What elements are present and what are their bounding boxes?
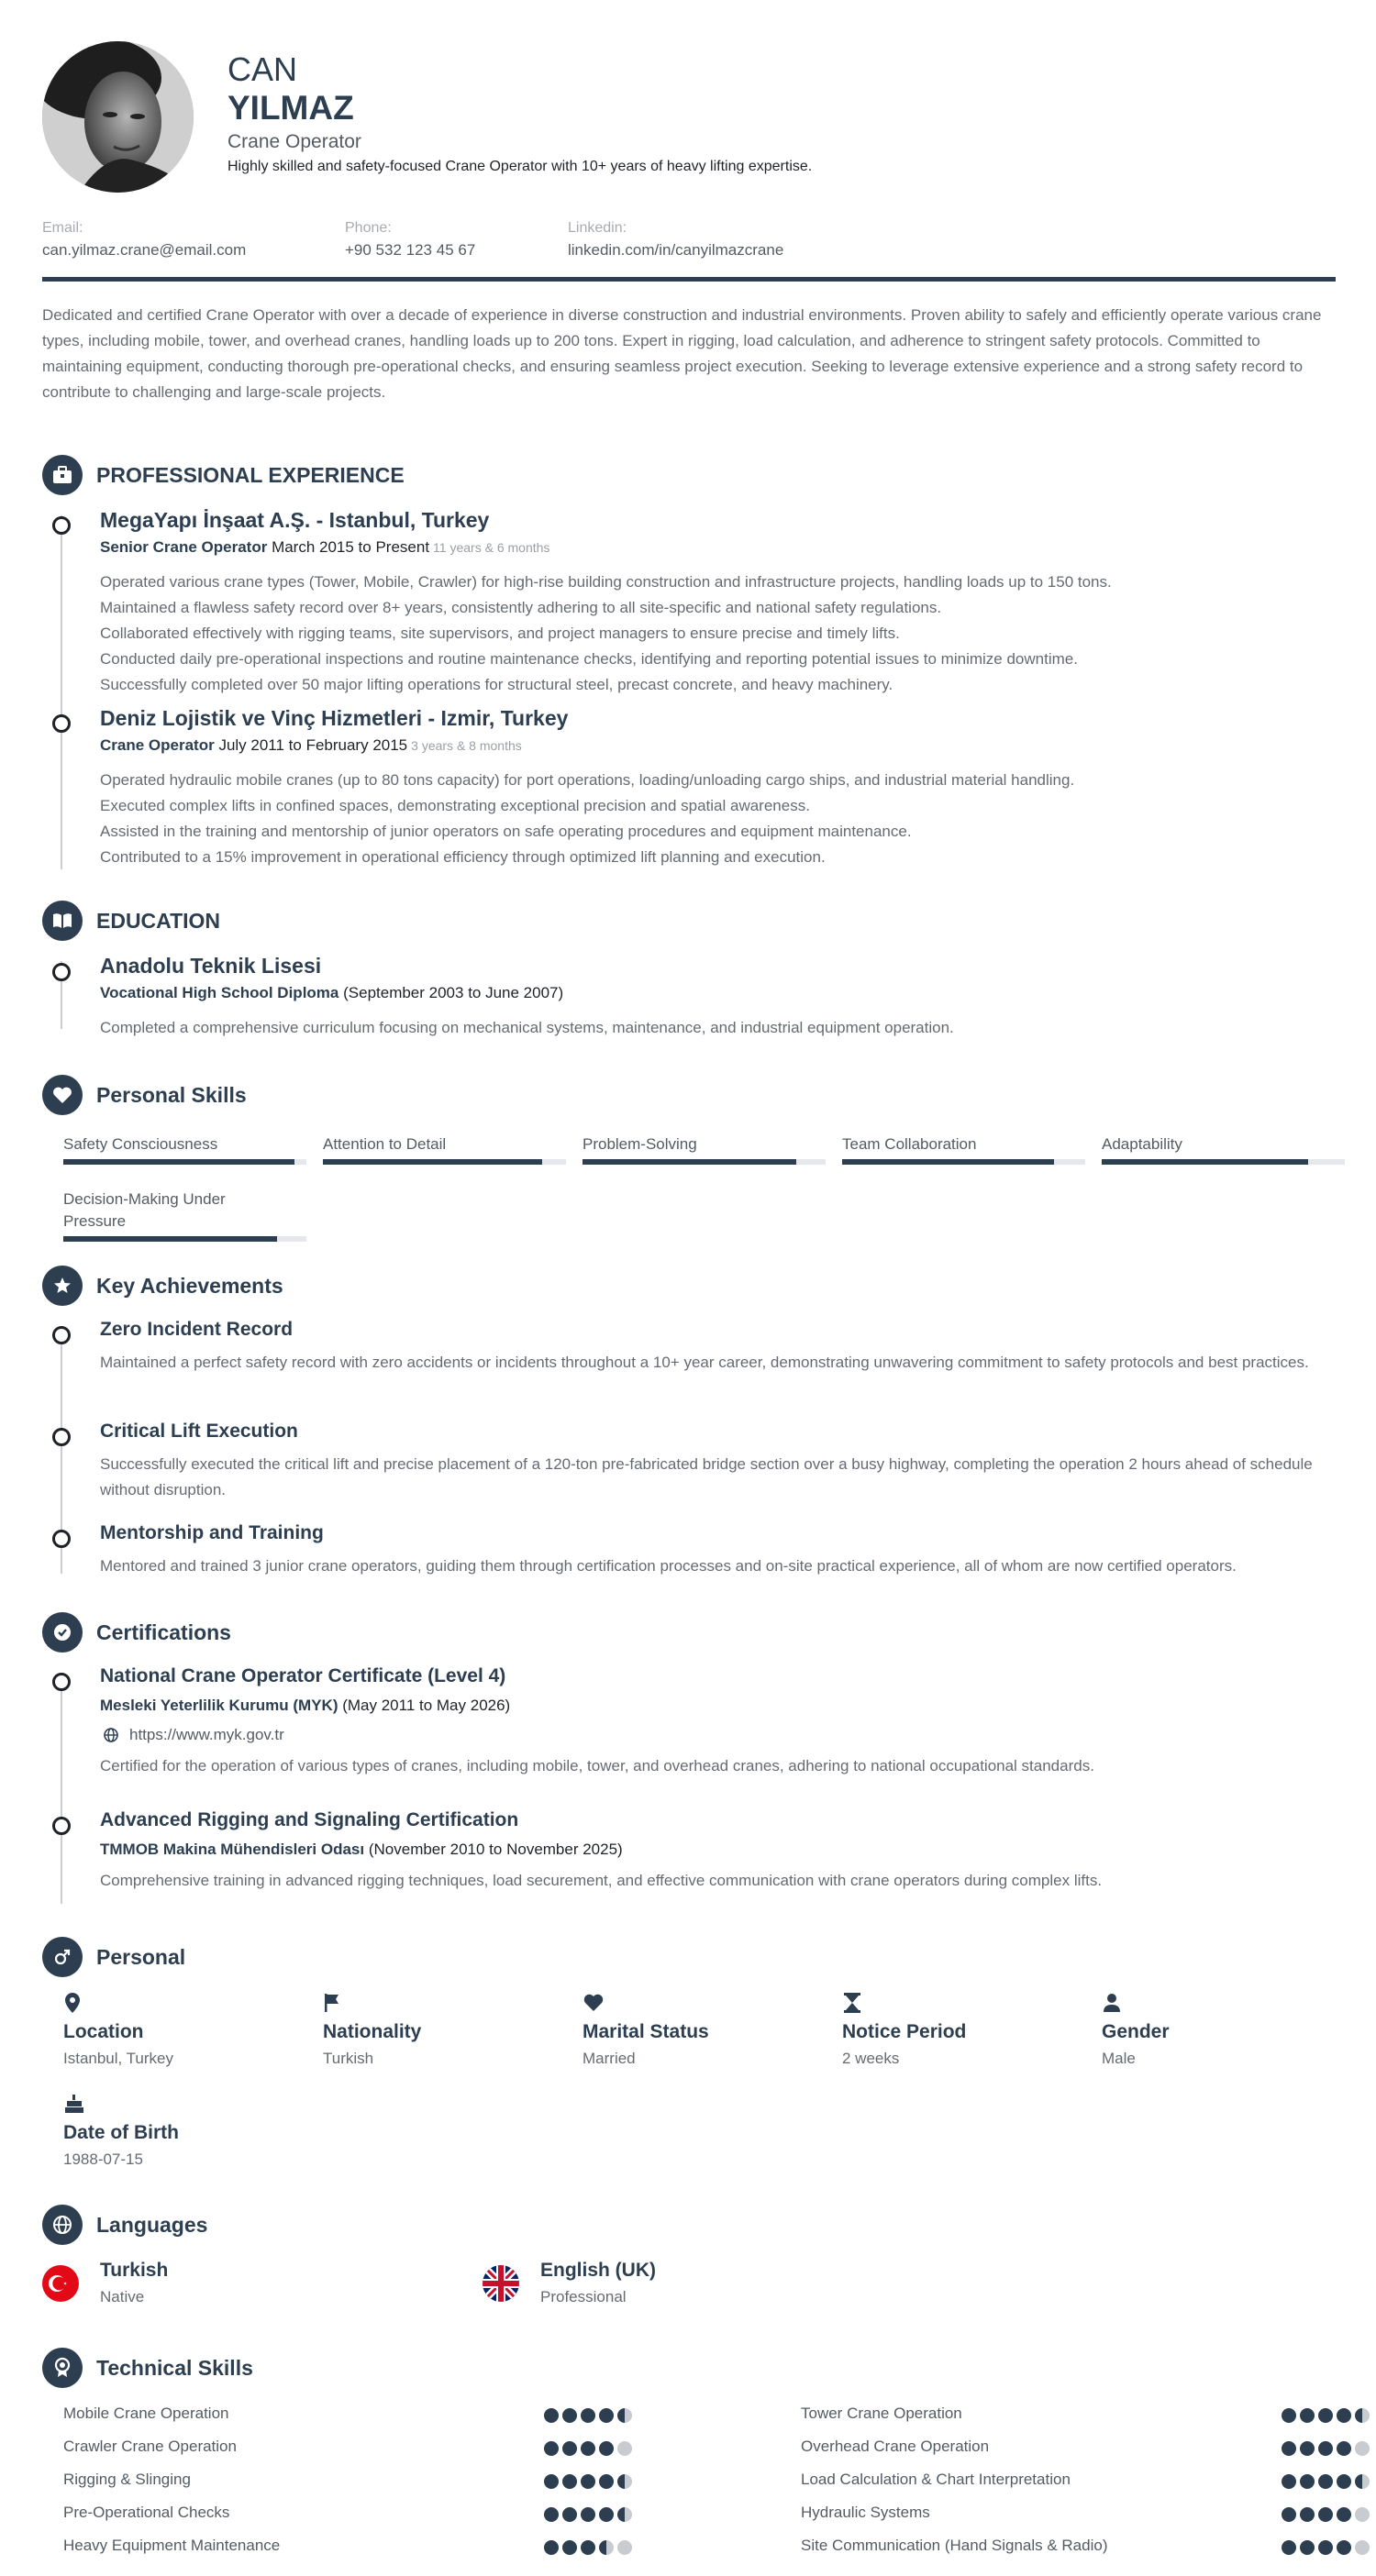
- timeline-dot: [52, 1673, 71, 1691]
- skill-rating: [1282, 2507, 1370, 2522]
- technical-skill-name: Overhead Crane Operation: [801, 2438, 990, 2455]
- skill-item: [583, 1133, 826, 1165]
- timeline-line: [61, 1673, 62, 1904]
- technical-skill-name: Heavy Equipment Maintenance: [63, 2537, 281, 2554]
- contact-phone: [345, 220, 475, 260]
- rating-dot: [599, 2507, 614, 2522]
- rating-dot: [562, 2474, 577, 2489]
- contact-email: [42, 220, 246, 260]
- rating-dot: [1355, 2540, 1370, 2555]
- rating-dot: [562, 2540, 577, 2555]
- issuer-line: [100, 1841, 1336, 1859]
- location-pin-icon: [63, 1992, 306, 2016]
- timeline-dot: [52, 963, 71, 981]
- company-name: Deniz Lojistik ve Vinç Hizmetleri - Izmir, Turkey: [100, 706, 569, 730]
- personal-label: Marital Status: [583, 2021, 709, 2042]
- skill-rating: [1282, 2540, 1370, 2555]
- contact-linkedin: [568, 220, 783, 260]
- skill-name: Decision-Making Under Pressure: [63, 1190, 226, 1230]
- globe-icon: [42, 2205, 83, 2245]
- certification-desc: Comprehensive training in advanced rigging techniques, load securement, and effective communication with crane operators during complex lifts.: [100, 1872, 1103, 1889]
- cert-url-row: [100, 1726, 1336, 1744]
- rating-dot: [1300, 2408, 1315, 2423]
- skill-item: [842, 1133, 1085, 1165]
- rating-dot: [599, 2540, 614, 2555]
- role-line: [100, 736, 1336, 755]
- role-line: [100, 538, 1336, 557]
- rating-dot: [599, 2408, 614, 2423]
- rating-dot: [617, 2441, 632, 2456]
- language-name: English (UK): [540, 2260, 656, 2281]
- rating-dot: [1337, 2540, 1351, 2555]
- language-item: [540, 2260, 656, 2306]
- personal-label: Location: [63, 2021, 144, 2042]
- dates: July 2011 to February 2015: [218, 736, 408, 754]
- section-title: EDUCATION: [96, 908, 221, 933]
- language-level: Professional: [540, 2288, 627, 2305]
- rating-dot: [562, 2507, 577, 2522]
- technical-skill-item: [63, 2438, 632, 2460]
- duration: 3 years & 8 months: [411, 738, 522, 753]
- skill-item: [63, 1188, 306, 1242]
- section-title: Certifications: [96, 1620, 231, 1644]
- skill-bar: [323, 1159, 566, 1165]
- experience-item: [100, 508, 1336, 698]
- issuer: Mesleki Yeterlilik Kurumu (MYK): [100, 1697, 338, 1714]
- duration: 11 years & 6 months: [433, 540, 550, 555]
- phone-link[interactable]: +90 532 123 45 67: [345, 241, 476, 259]
- personal-section: [42, 1937, 1336, 2184]
- linkedin-link[interactable]: linkedin.com/in/canyilmazcrane: [568, 241, 784, 259]
- skill-bar: [63, 1159, 306, 1165]
- personal-item: [842, 1992, 1085, 2068]
- skill-rating: [1282, 2408, 1370, 2423]
- education-item: [100, 954, 1336, 1041]
- timeline-dot: [52, 1817, 71, 1835]
- section-title: Technical Skills: [96, 2355, 253, 2380]
- rating-dot: [1282, 2540, 1296, 2555]
- technical-skill-item: [801, 2438, 1370, 2460]
- technical-skill-name: Rigging & Slinging: [63, 2471, 191, 2488]
- skill-bar-fill: [583, 1159, 796, 1165]
- resume-header: [42, 41, 1336, 193]
- person-icon: [1102, 1992, 1345, 2016]
- responsibilities: [100, 569, 1336, 698]
- flag-icon: [323, 1992, 566, 2016]
- school-name: Anadolu Teknik Lisesi: [100, 954, 322, 978]
- rating-dot: [581, 2441, 595, 2456]
- achievement-title: Critical Lift Execution: [100, 1421, 298, 1442]
- rating-dot: [1355, 2507, 1370, 2522]
- skill-item: [63, 1133, 306, 1165]
- skill-bar-fill: [63, 1159, 294, 1165]
- contact-label: Phone:: [345, 220, 392, 236]
- technical-skill-item: [63, 2405, 632, 2427]
- rating-dot: [544, 2408, 559, 2423]
- rating-dot: [1282, 2507, 1296, 2522]
- technical-skill-name: Mobile Crane Operation: [63, 2405, 229, 2422]
- skill-bar: [842, 1159, 1085, 1165]
- personal-value: Turkish: [323, 2050, 374, 2067]
- technical-skill-name: Load Calculation & Chart Interpretation: [801, 2471, 1071, 2488]
- technical-skill-name: Crawler Crane Operation: [63, 2438, 237, 2455]
- skill-rating: [544, 2507, 632, 2522]
- timeline-dot: [52, 1326, 71, 1344]
- personal-label: Date of Birth: [63, 2122, 179, 2143]
- skill-rating: [544, 2540, 632, 2555]
- certification-desc: Certified for the operation of various types of cranes, including mobile, tower, and overhead cranes, adhering to national occupational standards.: [100, 1757, 1094, 1774]
- personal-value: Male: [1102, 2050, 1136, 2067]
- skill-bar-fill: [842, 1159, 1054, 1165]
- timeline-dot: [52, 516, 71, 535]
- timeline-line: [61, 515, 62, 869]
- rating-dot: [544, 2507, 559, 2522]
- cake-icon: [63, 2093, 306, 2117]
- hourglass-icon: [842, 1992, 1085, 2016]
- personal-item: [63, 1992, 306, 2068]
- rating-dot: [1300, 2474, 1315, 2489]
- experience-item: [100, 706, 1336, 870]
- email-link[interactable]: can.yilmaz.crane@email.com: [42, 241, 247, 259]
- responsibility: Conducted daily pre-operational inspections and routine maintenance checks, identifying and reporting potential issues to minimize downtime.: [100, 650, 1078, 668]
- personal-item: [323, 1992, 566, 2068]
- skill-name: Adaptability: [1102, 1135, 1182, 1153]
- personal-value: 2 weeks: [842, 2050, 900, 2067]
- star-badge-icon: [42, 1266, 83, 1306]
- personal-value: Istanbul, Turkey: [63, 2050, 174, 2067]
- degree: Vocational High School Diploma: [100, 984, 339, 1001]
- dates: (September 2003 to June 2007): [343, 984, 564, 1001]
- languages-section: [42, 2205, 1336, 2324]
- education-section: [42, 901, 1336, 1047]
- personal-item: [63, 2093, 306, 2169]
- briefcase-icon: [42, 455, 83, 495]
- issuer-line: [100, 1697, 1336, 1715]
- rating-dot: [581, 2408, 595, 2423]
- rating-dot: [1337, 2408, 1351, 2423]
- certification-title: Advanced Rigging and Signaling Certification: [100, 1809, 519, 1830]
- tagline: Highly skilled and safety-focused Crane Operator with 10+ years of heavy lifting expertise.: [227, 159, 813, 174]
- rating-dot: [599, 2474, 614, 2489]
- rating-dot: [599, 2441, 614, 2456]
- dates: (May 2011 to May 2026): [342, 1697, 511, 1714]
- rating-dot: [1282, 2441, 1296, 2456]
- technical-skill-item: [801, 2471, 1370, 2493]
- personal-item: [583, 1992, 826, 2068]
- language-item: [100, 2260, 168, 2306]
- rating-dot: [544, 2474, 559, 2489]
- role: Senior Crane Operator: [100, 538, 268, 556]
- technical-skill-item: [63, 2471, 632, 2493]
- rating-dot: [1337, 2441, 1351, 2456]
- rating-dot: [562, 2441, 577, 2456]
- language-level: Native: [100, 2288, 145, 2305]
- skill-rating: [544, 2441, 632, 2456]
- skill-bar-fill: [323, 1159, 542, 1165]
- skill-item: [323, 1133, 566, 1165]
- contact-label: Linkedin:: [568, 220, 627, 236]
- responsibility: Operated hydraulic mobile cranes (up to 80 tons capacity) for port operations, loading/unloading cargo ships, and industrial material handling.: [100, 771, 1075, 789]
- technical-skill-item: [63, 2504, 632, 2526]
- technical-skills-section: [42, 2348, 1336, 2568]
- dates: (November 2010 to November 2025): [368, 1841, 623, 1858]
- skill-name: Safety Consciousness: [63, 1135, 218, 1153]
- contact-label: Email:: [42, 220, 83, 236]
- personal-label: Nationality: [323, 2021, 422, 2042]
- skill-rating: [544, 2474, 632, 2489]
- profile-photo: [42, 41, 194, 193]
- personal-skills-section: [42, 1075, 1336, 1240]
- summary-text: Dedicated and certified Crane Operator with over a decade of experience in diverse construction and industrial environments. Proven ability to safely and efficiently operate various crane types, including mobile, tower, and overhead cranes, handling loads up to 200 tons. Expert in rigging, load calculation, and adherence to stringent safety protocols. Committed to maintaining equipment, conducting thorough pre-operational checks, and ensuring seamless project execution. Seeking to leverage extensive experience and a strong safety record to contribute to challenging and large-scale projects.: [42, 306, 1322, 401]
- contact-row: [42, 220, 1336, 266]
- responsibility: Contributed to a 15% improvement in operational efficiency through optimized lift planning and execution.: [100, 848, 826, 866]
- achievement-desc: Maintained a perfect safety record with zero accidents or incidents throughout a 10+ year career, demonstrating unwavering commitment to safety protocols and best practices.: [100, 1354, 1309, 1371]
- education-desc: Completed a comprehensive curriculum focusing on mechanical systems, maintenance, and industrial equipment operation.: [100, 1019, 954, 1036]
- rating-dot: [617, 2540, 632, 2555]
- rating-dot: [1355, 2408, 1370, 2423]
- skill-rating: [1282, 2474, 1370, 2489]
- responsibility: Assisted in the training and mentorship of junior operators on safe operating procedures and equipment maintenance.: [100, 823, 912, 840]
- certificate-check-icon: [42, 1612, 83, 1653]
- timeline-dot: [52, 1530, 71, 1548]
- personal-label: Notice Period: [842, 2021, 967, 2042]
- responsibility: Executed complex lifts in confined spaces, demonstrating exceptional precision and spatial awareness.: [100, 797, 810, 814]
- rating-dot: [1282, 2408, 1296, 2423]
- rating-dot: [1300, 2441, 1315, 2456]
- rating-dot: [562, 2408, 577, 2423]
- rating-dot: [1300, 2540, 1315, 2555]
- turkey-flag-icon: [42, 2265, 79, 2302]
- technical-skill-item: [801, 2405, 1370, 2427]
- skill-name: Team Collaboration: [842, 1135, 977, 1153]
- achievement-desc: Mentored and trained 3 junior crane operators, guiding them through certification processes and on-site practical experience, all of whom are now certified operators.: [100, 1557, 1237, 1575]
- achievements-section: [42, 1266, 1336, 1596]
- responsibility: Collaborated effectively with rigging teams, site supervisors, and project managers to ensure precise and timely lifts.: [100, 625, 900, 642]
- rating-dot: [617, 2474, 632, 2489]
- timeline-dot: [52, 714, 71, 733]
- technical-skill-name: Tower Crane Operation: [801, 2405, 962, 2422]
- first-name: CAN: [227, 50, 298, 88]
- rating-dot: [1318, 2474, 1333, 2489]
- certification-item: [100, 1809, 1336, 1894]
- skill-rating: [544, 2408, 632, 2423]
- technical-skill-item: [63, 2537, 632, 2559]
- uk-flag-icon: [483, 2265, 519, 2302]
- achievement-item: [100, 1421, 1336, 1503]
- achievement-item: [100, 1522, 1336, 1579]
- skill-name: Attention to Detail: [323, 1135, 447, 1153]
- skill-bar: [63, 1236, 306, 1242]
- name-block: [227, 50, 812, 175]
- last-name: YILMAZ: [227, 89, 354, 127]
- responsibility: Successfully completed over 50 major lifting operations for structural steel, precast concrete, and heavy machinery.: [100, 676, 893, 693]
- book-icon: [42, 901, 83, 941]
- company-name: MegaYapı İnşaat A.Ş. - Istanbul, Turkey: [100, 508, 490, 532]
- badge-icon: [42, 2348, 83, 2388]
- rating-dot: [617, 2408, 632, 2423]
- personal-label: Gender: [1102, 2021, 1170, 2042]
- heart-icon: [42, 1075, 83, 1115]
- technical-skill-name: Pre-Operational Checks: [63, 2504, 230, 2521]
- technical-skill-name: Site Communication (Hand Signals & Radio): [801, 2537, 1108, 2554]
- skill-bar: [1102, 1159, 1345, 1165]
- rating-dot: [1318, 2408, 1333, 2423]
- rating-dot: [581, 2540, 595, 2555]
- achievement-desc: Successfully executed the critical lift and precise placement of a 120-ton pre-fabricated bridge section over a busy highway, completing the operation 2 hours ahead of schedule without disruption.: [100, 1455, 1313, 1498]
- skill-item: [1102, 1133, 1345, 1165]
- section-title: PROFESSIONAL EXPERIENCE: [96, 462, 405, 487]
- degree-line: [100, 984, 1336, 1002]
- rating-dot: [544, 2441, 559, 2456]
- rating-dot: [1355, 2441, 1370, 2456]
- certification-item: [100, 1665, 1336, 1779]
- rating-dot: [617, 2507, 632, 2522]
- language-name: Turkish: [100, 2260, 169, 2281]
- heart-icon: [583, 1992, 826, 2016]
- rating-dot: [1300, 2507, 1315, 2522]
- header-divider: [42, 277, 1336, 282]
- personal-value: 1988-07-15: [63, 2150, 143, 2168]
- rating-dot: [1355, 2474, 1370, 2489]
- rating-dot: [1318, 2507, 1333, 2522]
- rating-dot: [1337, 2474, 1351, 2489]
- section-title: Personal: [96, 1944, 186, 1969]
- skill-rating: [1282, 2441, 1370, 2456]
- rating-dot: [581, 2474, 595, 2489]
- rating-dot: [1318, 2540, 1333, 2555]
- section-title: Key Achievements: [96, 1273, 283, 1298]
- personal-item: [1102, 1992, 1345, 2068]
- dates: March 2015 to Present: [272, 538, 430, 556]
- rating-dot: [581, 2507, 595, 2522]
- certification-title: National Crane Operator Certificate (Level 4): [100, 1665, 506, 1686]
- technical-skill-item: [801, 2504, 1370, 2526]
- rating-dot: [544, 2540, 559, 2555]
- section-title: Personal Skills: [96, 1082, 247, 1107]
- certifications-section: [42, 1612, 1336, 1915]
- skill-name: Problem-Solving: [583, 1135, 697, 1153]
- skill-bar: [583, 1159, 826, 1165]
- job-title: Crane Operator: [227, 131, 361, 152]
- cert-url-link[interactable]: https://www.myk.gov.tr: [129, 1726, 284, 1743]
- gender-symbol-icon: [42, 1937, 83, 1977]
- globe-icon: [104, 1728, 118, 1742]
- responsibility: Maintained a flawless safety record over 8+ years, consistently adhering to all site-specific and national safety regulations.: [100, 599, 942, 616]
- rating-dot: [1318, 2441, 1333, 2456]
- section-title: Languages: [96, 2212, 208, 2237]
- achievement-item: [100, 1319, 1336, 1376]
- skill-bar-fill: [1102, 1159, 1308, 1165]
- technical-skill-name: Hydraulic Systems: [801, 2504, 930, 2521]
- responsibilities: [100, 768, 1336, 870]
- technical-skill-item: [801, 2537, 1370, 2559]
- personal-value: Married: [583, 2050, 636, 2067]
- achievement-title: Zero Incident Record: [100, 1319, 294, 1340]
- role: Crane Operator: [100, 736, 215, 754]
- achievement-title: Mentorship and Training: [100, 1522, 324, 1543]
- experience-section: [42, 455, 1336, 877]
- issuer: TMMOB Makina Mühendisleri Odası: [100, 1841, 365, 1858]
- rating-dot: [1282, 2474, 1296, 2489]
- skill-bar-fill: [63, 1236, 277, 1242]
- rating-dot: [1337, 2507, 1351, 2522]
- responsibility: Operated various crane types (Tower, Mobile, Crawler) for high-rise building construction and infrastructure projects, handling loads up to 150 tons.: [100, 573, 1112, 591]
- timeline-dot: [52, 1428, 71, 1446]
